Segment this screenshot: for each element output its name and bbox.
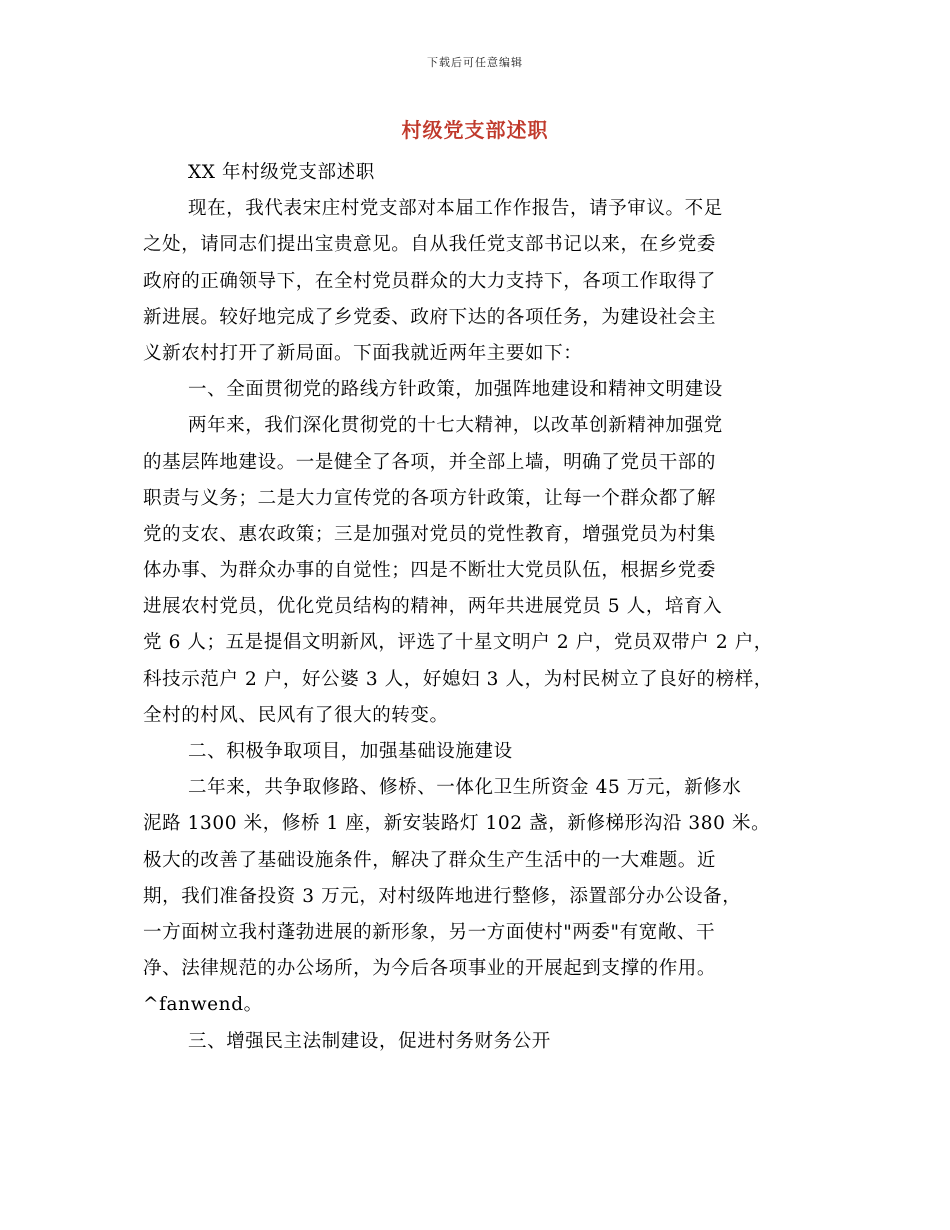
document-body xyxy=(143,155,833,1060)
body-line: 科技示范户 2 户，好公婆 3 人，好媳妇 3 人，为村民树立了良好的榜样， xyxy=(143,668,773,690)
body-line: 净、法律规范的办公场所，为今后各项事业的开展起到支撑的作用。 xyxy=(143,958,717,980)
body-line: 一、全面贯彻党的路线方针政策，加强阵地建设和精神文明建设 xyxy=(188,379,723,401)
body-line: 新进展。较好地完成了乡党委、政府下达的各项任务，为建设社会主 xyxy=(143,306,717,328)
body-line: 期，我们准备投资 3 万元，对村级阵地进行整修，添置部分办公设备， xyxy=(143,885,742,907)
body-line: 现在，我代表宋庄村党支部对本届工作作报告，请予审议。不足 xyxy=(188,198,723,220)
body-line: 二、积极争取项目，加强基础设施建设 xyxy=(188,741,513,762)
body-line: 极大的改善了基础设施条件，解决了群众生产生活中的一大难题。近 xyxy=(143,849,717,871)
body-line: 全村的村风、民风有了很大的转变。 xyxy=(143,704,449,726)
body-line: 进展农村党员，优化党员结构的精神，两年共进展党员 5 人，培育入 xyxy=(143,596,723,618)
body-line: 泥路 1300 米，修桥 1 座，新安装路灯 102 盏，新修梯形沟沿 380 米。 xyxy=(143,813,771,835)
body-line: 二年来，共争取修路、修桥、一体化卫生所资金 45 万元，新修水 xyxy=(188,777,742,799)
document-title: 村级党支部述职 xyxy=(401,118,549,142)
body-line: ^fanwend。 xyxy=(143,994,263,1016)
body-line: 三、增强民主法制建设，促进村务财务公开 xyxy=(188,1030,551,1052)
body-line: 的基层阵地建设。一是健全了各项，并全部上墙，明确了党员干部的 xyxy=(143,451,717,473)
body-line: 党的支农、惠农政策；三是加强对党员的党性教育，增强党员为村集 xyxy=(143,523,717,545)
body-line: 党 6 人；五是提倡文明新风，评选了十星文明户 2 户，党员双带户 2 户， xyxy=(143,632,773,654)
body-line: 体办事、为群众办事的自觉性；四是不断壮大党员队伍，根据乡党委 xyxy=(143,560,717,582)
body-line: 义新农村打开了新局面。下面我就近两年主要如下： xyxy=(143,342,583,364)
body-line: 职责与义务；二是大力宣传党的各项方针政策，让每一个群众都了解 xyxy=(143,487,717,509)
body-line: 两年来，我们深化贯彻党的十七大精神，以改革创新精神加强党 xyxy=(188,415,723,437)
body-line: 一方面树立我村蓬勃进展的新形象，另一方面使村"两委"有宽敞、干 xyxy=(143,921,716,943)
body-line: 政府的正确领导下，在全村党员群众的大力支持下，各项工作取得了 xyxy=(143,270,717,292)
body-line: XX 年村级党支部述职 xyxy=(188,162,375,183)
body-line: 之处，请同志们提出宝贵意见。自从我任党支部书记以来，在乡党委 xyxy=(143,234,717,256)
page-header-note: 下载后可任意编辑 xyxy=(427,56,523,69)
